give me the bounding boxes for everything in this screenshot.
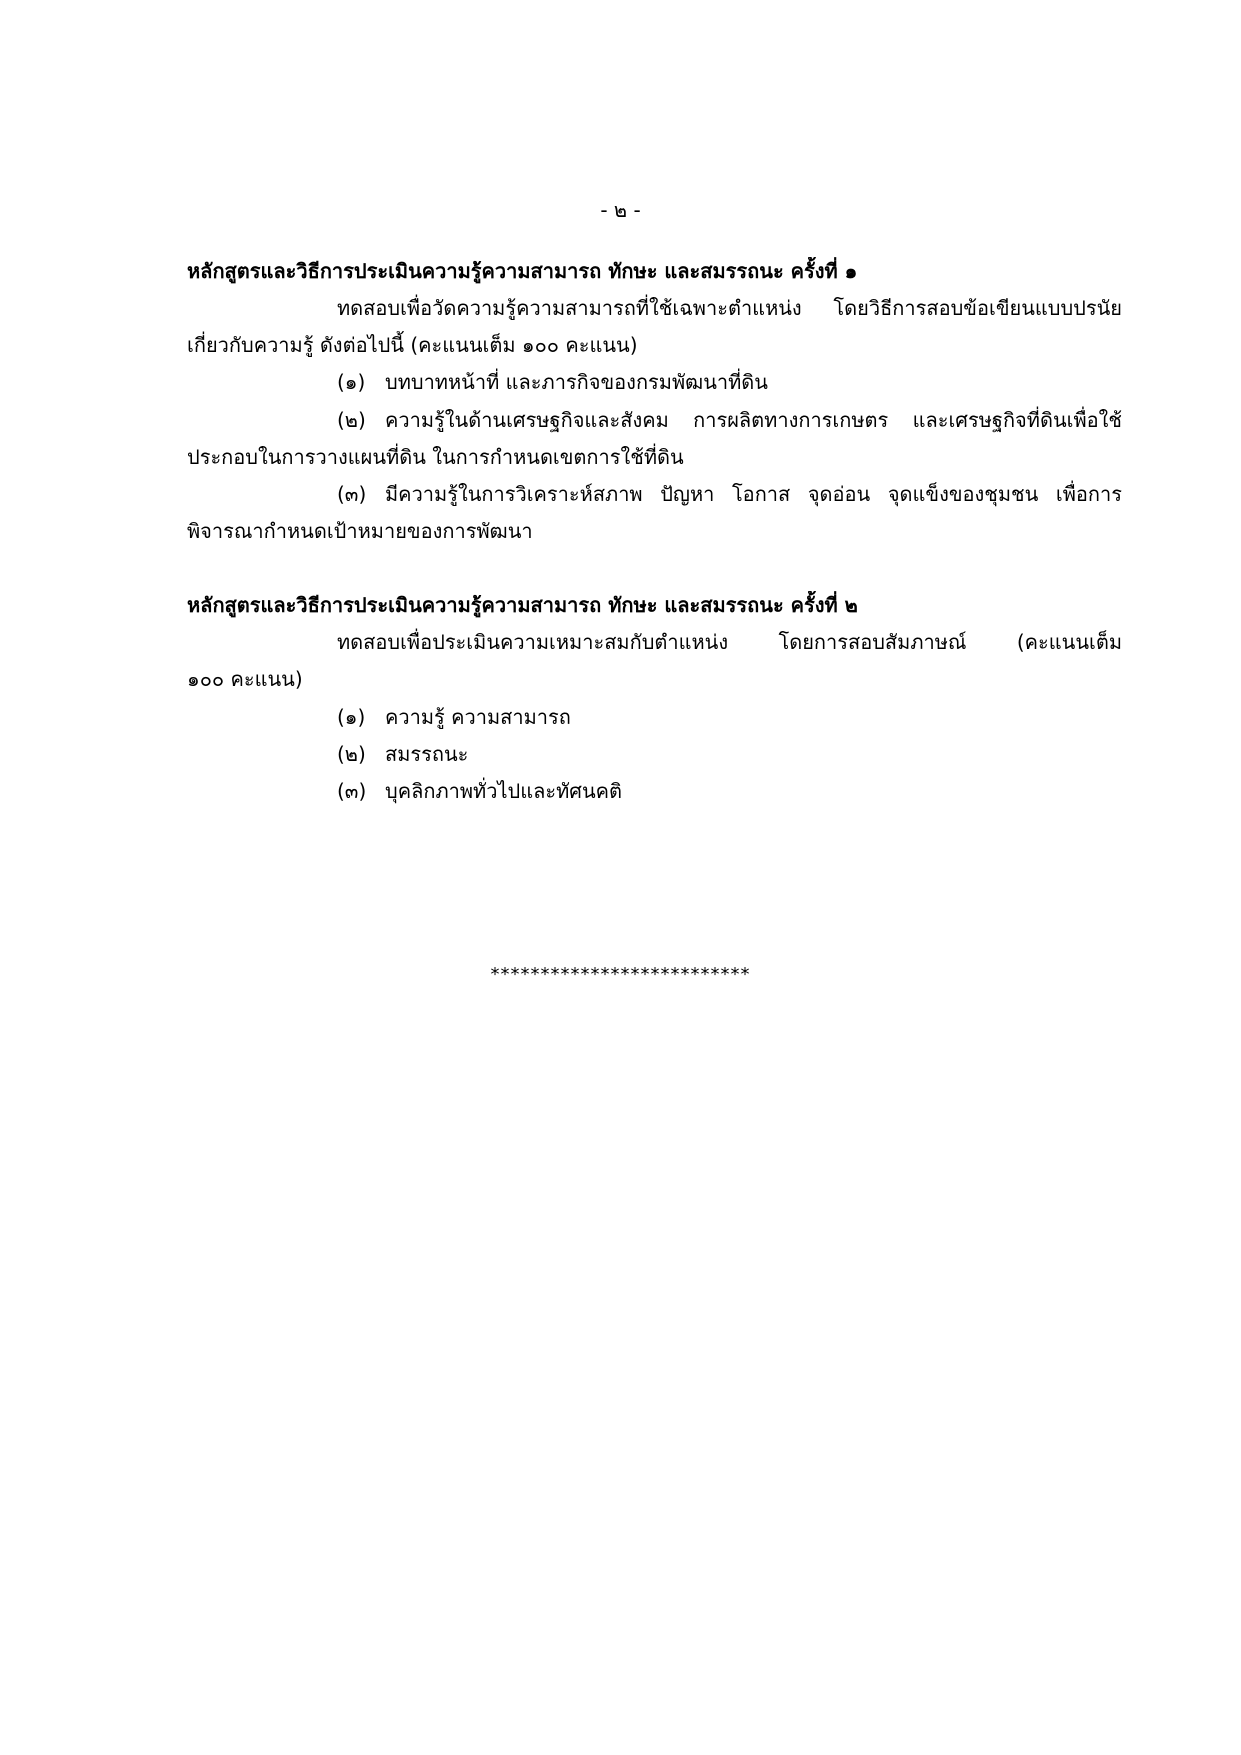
section2-item-3 — [187, 777, 1122, 805]
section1-heading: หลักสูตรและวิธีการประเมินความรู้ความสามารถ ทักษะ และสมรรถนะ ครั้งที่ ๑ — [187, 259, 858, 283]
section2-item-2 — [187, 740, 1122, 768]
section2-item-3-number: (๓) — [337, 779, 367, 803]
section2-item-1-number: (๑) — [337, 705, 366, 729]
section2-intro-line1: ทดสอบเพื่อประเมินความเหมาะสมกับตำแหน่ง โดยการสอบสัมภาษณ์ (คะแนนเต็ม — [337, 630, 1122, 654]
section2-item-2-number: (๒) — [337, 742, 366, 766]
section1-item-3-text: มีความรู้ในการวิเคราะห์สภาพ ปัญหา โอกาส จุดอ่อน จุดแข็งของชุมชน เพื่อการ — [385, 482, 1122, 506]
section1-item-2 — [187, 406, 1122, 434]
section2-item-1 — [187, 703, 1122, 731]
section1-item-1-number: (๑) — [337, 370, 366, 394]
section1-item-3-continuation: พิจารณากำหนดเป้าหมายของการพัฒนา — [187, 519, 533, 543]
section2-item-2-text: สมรรถนะ — [385, 742, 469, 766]
section1-item-2-number: (๒) — [337, 408, 366, 432]
section2-heading: หลักสูตรและวิธีการประเมินความรู้ความสามารถ ทักษะ และสมรรถนะ ครั้งที่ ๒ — [187, 593, 858, 617]
section1-item-3 — [187, 480, 1122, 508]
section2-intro-line2: ๑๐๐ คะแนน) — [187, 667, 303, 691]
asterisk-divider: ************************** — [490, 964, 751, 985]
section1-intro-line1: ทดสอบเพื่อวัดความรู้ความสามารถที่ใช้เฉพาะตำแหน่ง โดยวิธีการสอบข้อเขียนแบบปรนัย — [337, 296, 1122, 320]
section1-item-1-text: บทบาทหน้าที่ และภารกิจของกรมพัฒนาที่ดิน — [385, 370, 768, 394]
section1-intro-line2: เกี่ยวกับความรู้ ดังต่อไปนี้ (คะแนนเต็ม ๑๐๐ คะแนน) — [187, 333, 638, 357]
page-number: - ๒ - — [600, 198, 641, 222]
section2-item-1-text: ความรู้ ความสามารถ — [385, 705, 571, 729]
section2-item-3-text: บุคลิกภาพทั่วไปและทัศนคติ — [385, 779, 623, 803]
section1-item-2-text: ความรู้ในด้านเศรษฐกิจและสังคม การผลิตทางการเกษตร และเศรษฐกิจที่ดินเพื่อใช้ — [385, 408, 1122, 432]
section1-item-3-number: (๓) — [337, 482, 367, 506]
section1-item-2-continuation: ประกอบในการวางแผนที่ดิน ในการกำหนดเขตการใช้ที่ดิน — [187, 445, 684, 469]
section1-item-1 — [187, 368, 1122, 396]
